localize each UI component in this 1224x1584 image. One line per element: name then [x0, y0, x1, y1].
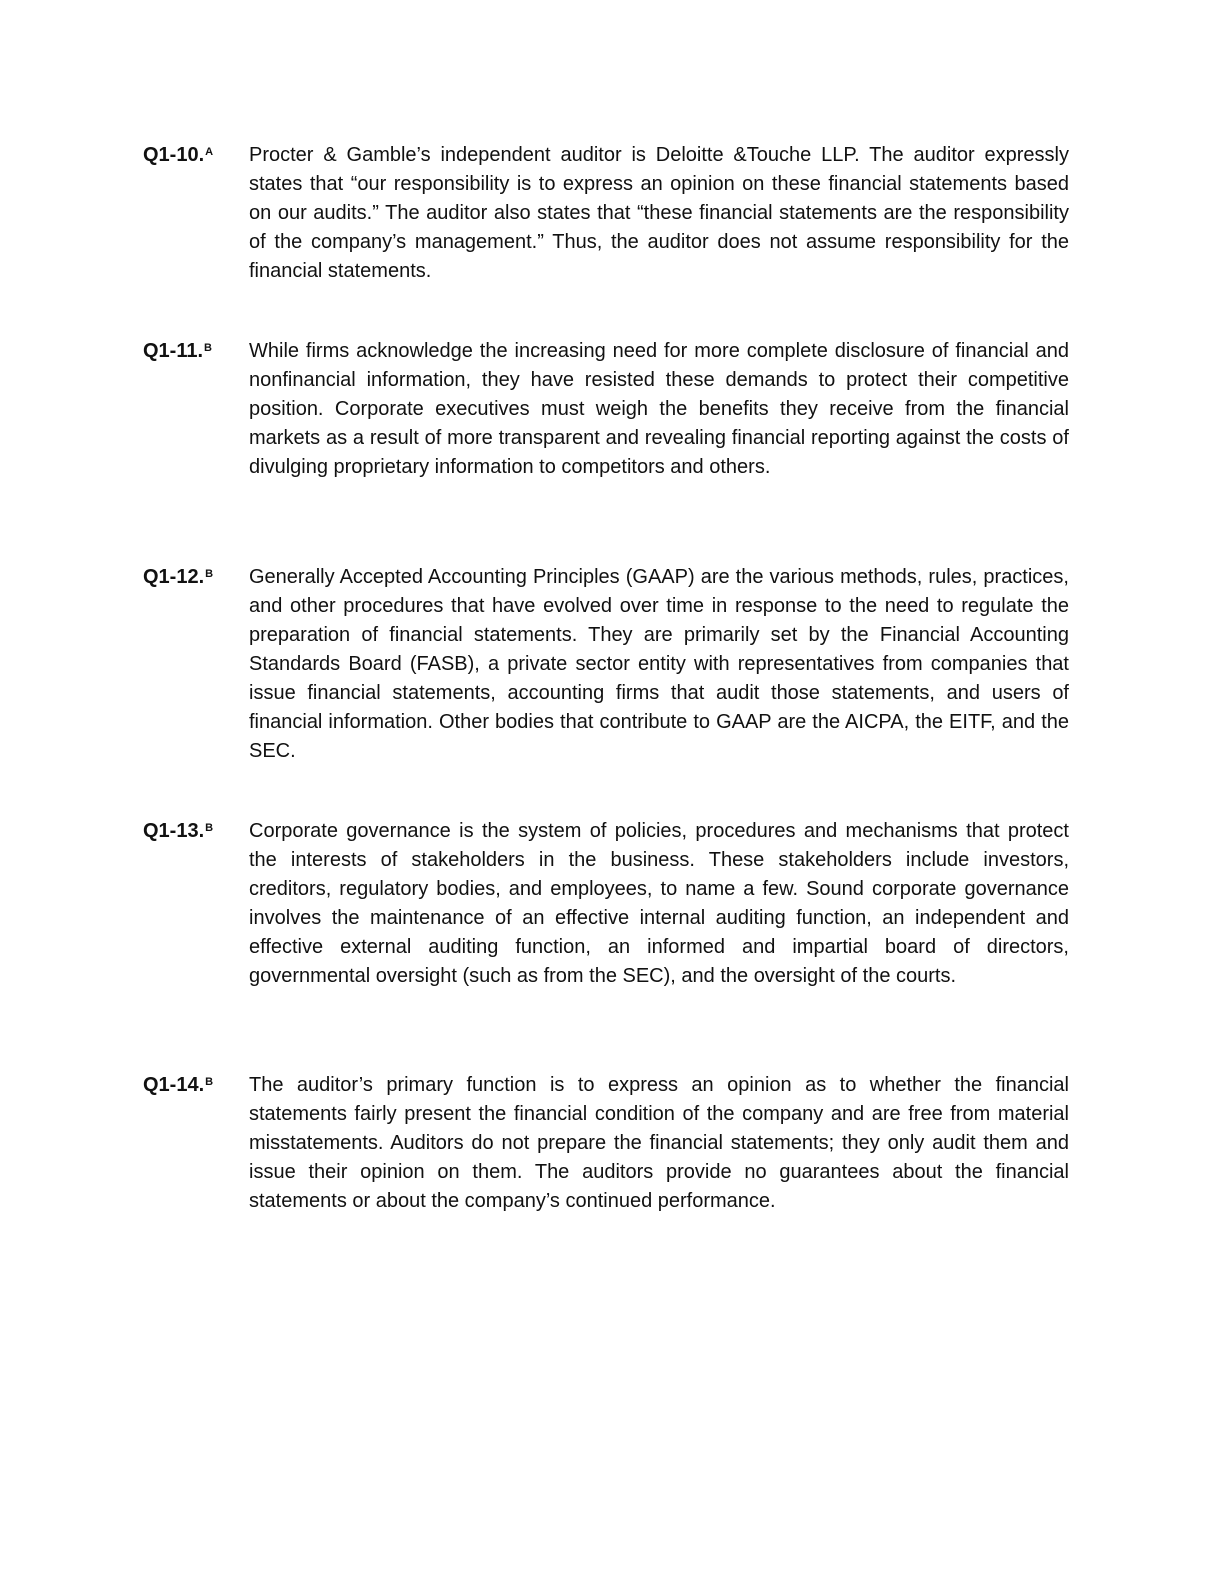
- question-number: Q1-14.$^B$: [143, 1074, 214, 1096]
- answer-text: Corporate governance is the system of policies, procedures and mechanisms that protect the interests of stakeholders in the business. These stakeholders include investors, creditors, regulatory bodies, and employees, to name a few. Sound corporate governance involves the maintenance of an effective internal auditing function, an independent and effective external auditing function, an informed and impartial board of directors, governmental oversight (such as from the SEC), and the oversight of the courts.: [249, 820, 1069, 987]
- answer-text: The auditor’s primary function is to express an opinion as to whether the financial statements fairly present the financial condition of the company and are free from material misstatements. Auditors do not prepare the financial statements; they only audit them and issue their opinion on them. The auditors provide no guarantees about the financial statements or about the company’s continued performance.: [249, 1074, 1069, 1212]
- difficulty-mark: B: [205, 568, 214, 580]
- question-number: Q1-10.$^A$: [143, 144, 214, 166]
- difficulty-mark: B: [205, 822, 214, 834]
- question-number: Q1-13.$^B$: [143, 820, 214, 842]
- answer-text: Generally Accepted Accounting Principles (GAAP) are the various methods, rules, practices, and other procedures that have evolved over time in response to the need to regulate the preparation of financial statements. They are primarily set by the Financial Accounting Standards Board (FASB), a private sector entity with representatives from companies that issue financial statements, accounting firms that audit those statements, and users of financial information. Other bodies that contribute to GAAP are the AICPA, the EITF, and the SEC.: [249, 566, 1069, 762]
- question-number: Q1-12.$^B$: [143, 566, 214, 588]
- difficulty-mark: A: [205, 146, 214, 158]
- question-number: Q1-11.$^B$: [143, 340, 212, 362]
- answer-text: While firms acknowledge the increasing need for more complete disclosure of financial and nonfinancial information, they have resisted these demands to protect their competitive position. Corporate executives must weigh the benefits they receive from the financial markets as a result of more transparent and revealing financial reporting against the costs of divulging proprietary information to competitors and others.: [249, 340, 1069, 478]
- difficulty-mark: B: [204, 342, 212, 354]
- difficulty-mark: B: [205, 1076, 214, 1088]
- answer-text: Procter & Gamble’s independent auditor is Deloitte &Touche LLP. The auditor expressly states that “our responsibility is to express an opinion on these financial statements based on our audits.” The auditor also states that “these financial statements are the responsibility of the company’s management.” Thus, the auditor does not assume responsibility for the financial statements.: [249, 144, 1069, 282]
